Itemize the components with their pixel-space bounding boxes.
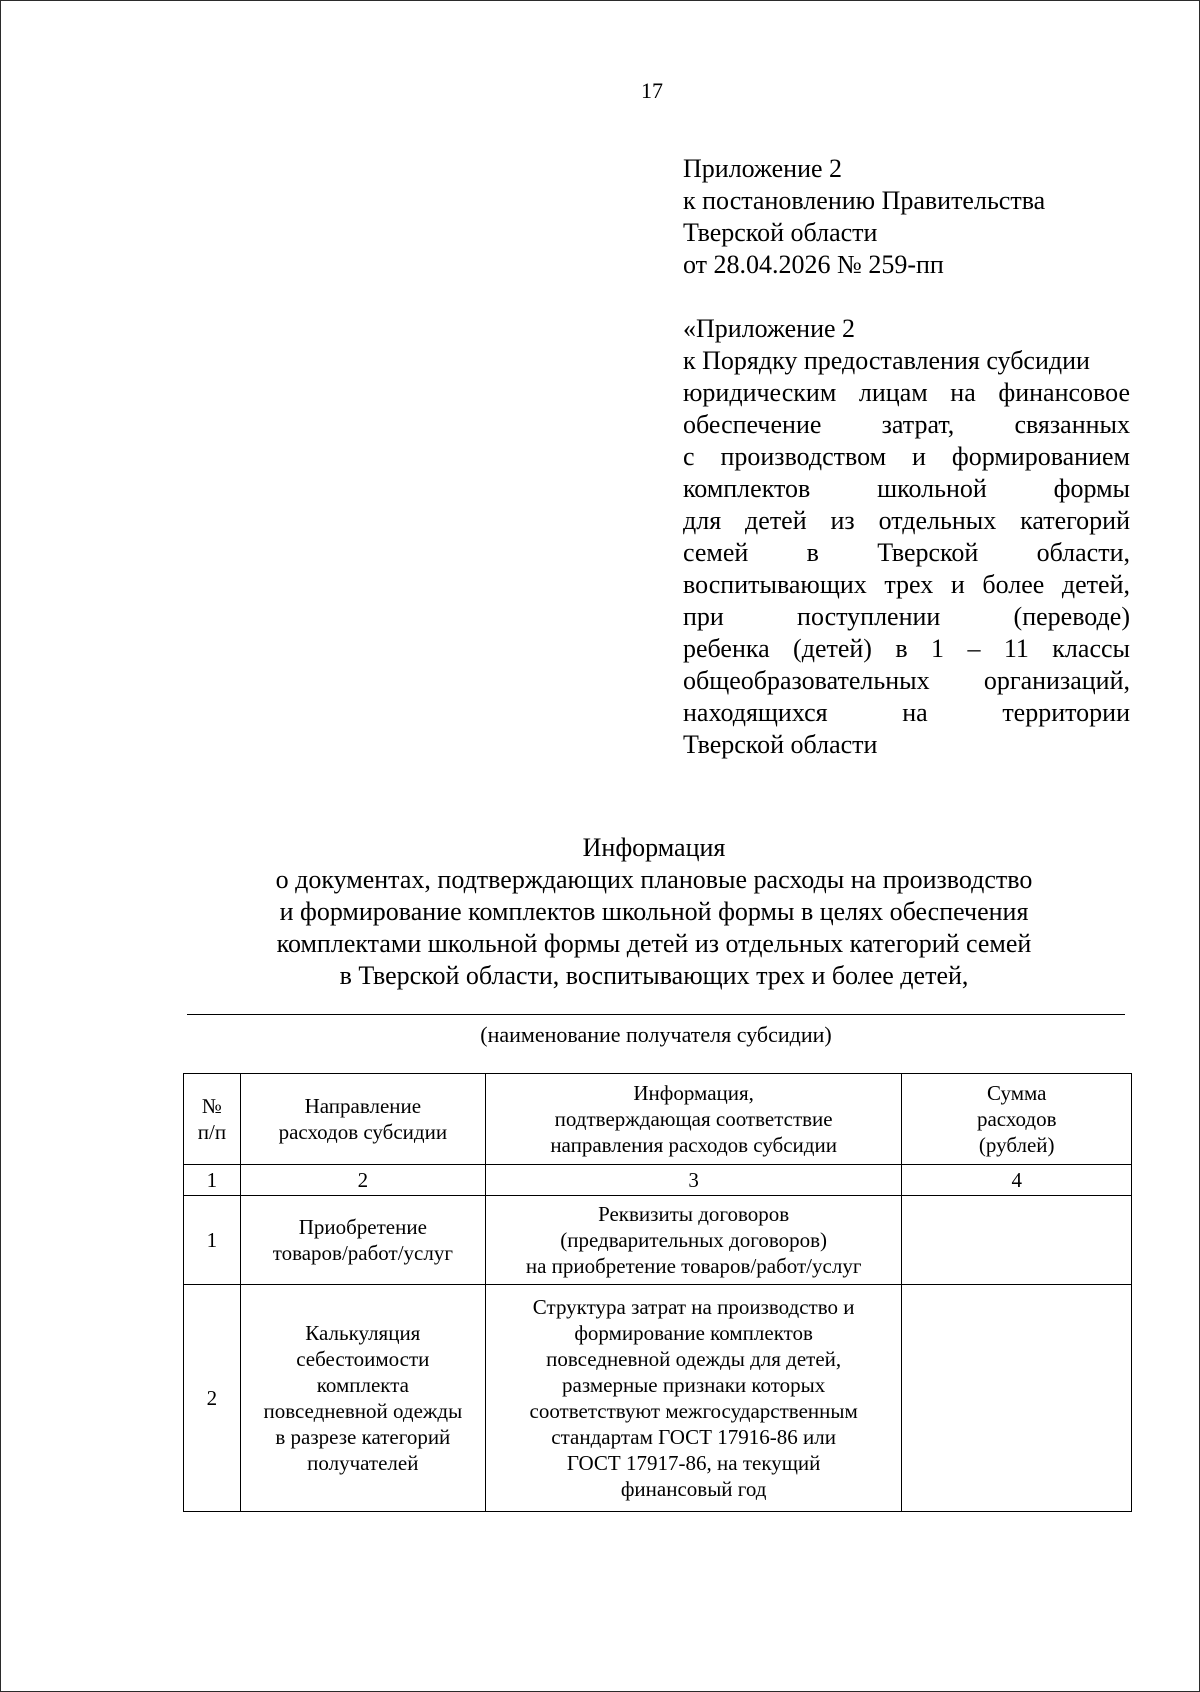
header-cell-sum: Сумма расходов (рублей) [902, 1074, 1132, 1165]
table-row [184, 1196, 1132, 1285]
page-number: 17 [641, 78, 663, 103]
appendix-quote-line: для детей из отдельных категорий [683, 506, 1130, 535]
appendix-quote-line: находящихся на территории [683, 698, 1130, 727]
appendix-quote-line: обеспечение затрат, связанных [683, 410, 1130, 439]
appendix-quote-line: при поступлении (переводе) [683, 602, 1130, 631]
info-cell: Структура затрат на производство и формирование комплектов повседневной одежды для детей, размерные признаки которых соответствуют межгосударственным стандартам ГОСТ 17916-86 или ГОСТ 17917-86, на текущий финансовый год [485, 1285, 902, 1512]
appendix-block [683, 153, 1130, 761]
table-header-row [184, 1074, 1132, 1165]
sum-cell [902, 1196, 1132, 1285]
appendix-quote-line: семей в Тверской области, [683, 538, 1130, 567]
appendix-quote-line: общеобразовательных организаций, [683, 666, 1130, 695]
appendix-quote-line: комплектов школьной формы [683, 474, 1130, 503]
document-title [190, 832, 1118, 992]
appendix-quote-line: к Порядку предоставления субсидии [683, 346, 1090, 375]
appendix-quote-line: юридическим лицам на финансовое [683, 378, 1130, 407]
header-cell-direction: Направление расходов субсидии [240, 1074, 485, 1165]
direction-cell: Приобретение товаров/работ/услуг [240, 1196, 485, 1285]
sum-cell [902, 1285, 1132, 1512]
appendix-quote-line: ребенка (детей) в 1 – 11 классы [683, 634, 1130, 663]
row-number-cell: 2 [184, 1285, 241, 1512]
column-number-cell: 2 [240, 1165, 485, 1196]
row-number-cell: 1 [184, 1196, 241, 1285]
title-heading: Информация [582, 833, 726, 862]
column-number-cell: 4 [902, 1165, 1132, 1196]
column-number-cell: 1 [184, 1165, 241, 1196]
header-cell-number: № п/п [184, 1074, 241, 1165]
appendix-quote-line: воспитывающих трех и более детей, [683, 570, 1130, 599]
title-line: и формирование комплектов школьной формы в целях обеспечения [279, 897, 1029, 926]
title-line: в Тверской области, воспитывающих трех и более детей, [339, 961, 969, 990]
appendix-line: от 28.04.2026 № 259-пп [683, 250, 944, 279]
column-number-row [184, 1165, 1132, 1196]
appendix-line: Тверской области [683, 218, 878, 247]
appendix-line: к постановлению Правительства [683, 186, 1046, 215]
expenses-table [183, 1073, 1132, 1512]
recipient-caption: (наименование получателя субсидии) [480, 1022, 832, 1047]
appendix-quote-line: «Приложение 2 [683, 314, 856, 343]
appendix-quote-line: Тверской области [683, 730, 878, 759]
info-cell: Реквизиты договоров (предварительных договоров) на приобретение товаров/работ/услуг [485, 1196, 902, 1285]
appendix-line: Приложение 2 [683, 154, 843, 183]
appendix-quote-line: с производством и формированием [683, 442, 1130, 471]
title-line: о документах, подтверждающих плановые расходы на производство [275, 865, 1033, 894]
table-row [184, 1285, 1132, 1512]
title-line: комплектами школьной формы детей из отдельных категорий семей [276, 929, 1032, 958]
column-number-cell: 3 [485, 1165, 902, 1196]
recipient-fill-line [187, 1014, 1125, 1015]
direction-cell: Калькуляция себестоимости комплекта повседневной одежды в разрезе категорий получателей [240, 1285, 485, 1512]
header-cell-info: Информация, подтверждающая соответствие направления расходов субсидии [485, 1074, 902, 1165]
